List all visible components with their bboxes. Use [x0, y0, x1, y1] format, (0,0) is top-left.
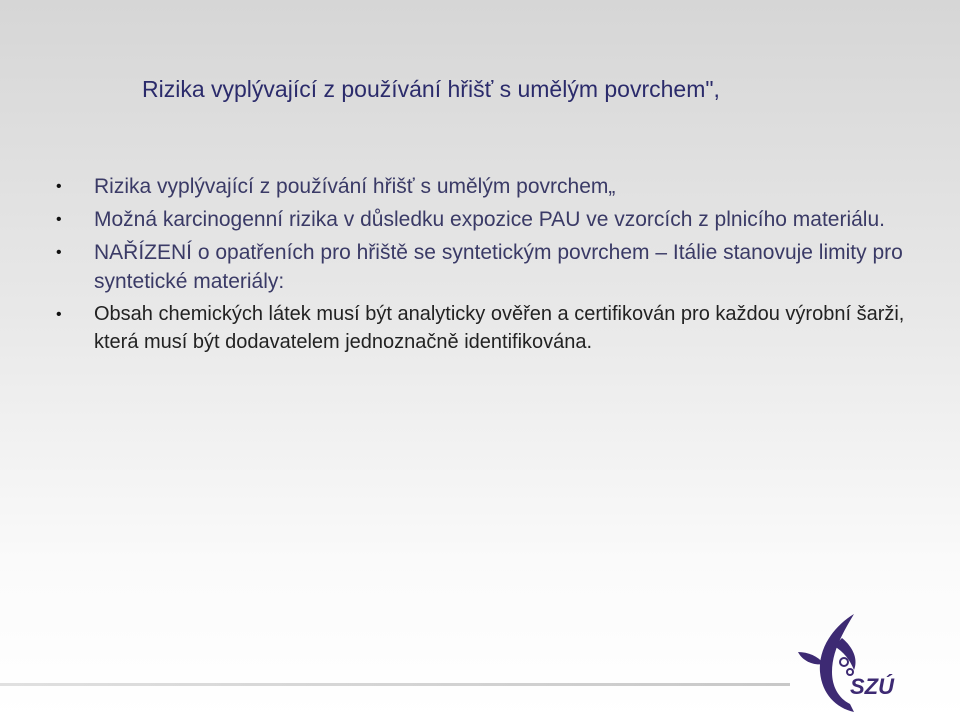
bullet-text: Možná karcinogenní rizika v důsledku expozice PAU ve vzorcích z plnicího materiálu. — [94, 208, 885, 231]
bullet-list — [56, 172, 906, 360]
logo-text: SZÚ — [850, 674, 894, 699]
bullet-dot-icon: • — [56, 211, 62, 228]
bullet-item — [56, 300, 906, 356]
bullet-dot-icon: • — [56, 244, 62, 261]
bullet-text: NAŘÍZENÍ o opatřeních pro hřiště se syntetickým povrchem – Itálie stanovuje limity pro syntetické materiály: — [94, 241, 903, 293]
bullet-text: Obsah chemických látek musí být analyticky ověřen a certifikován pro každou výrobní šarži, která musí být dodavatelem jednoznačně identifikována. — [94, 303, 905, 353]
bullet-text: Rizika vyplývající z používání hřišť s umělým povrchem„ — [94, 175, 616, 198]
footer-divider — [0, 683, 790, 686]
slide-title: Rizika vyplývající z používání hřišť s umělým povrchem", — [142, 76, 720, 102]
szu-logo-icon — [784, 608, 914, 714]
bullet-item — [56, 238, 906, 296]
bullet-item — [56, 205, 906, 234]
bullet-dot-icon: • — [56, 178, 62, 195]
bullet-dot-icon: • — [56, 306, 62, 323]
bullet-item — [56, 172, 906, 201]
